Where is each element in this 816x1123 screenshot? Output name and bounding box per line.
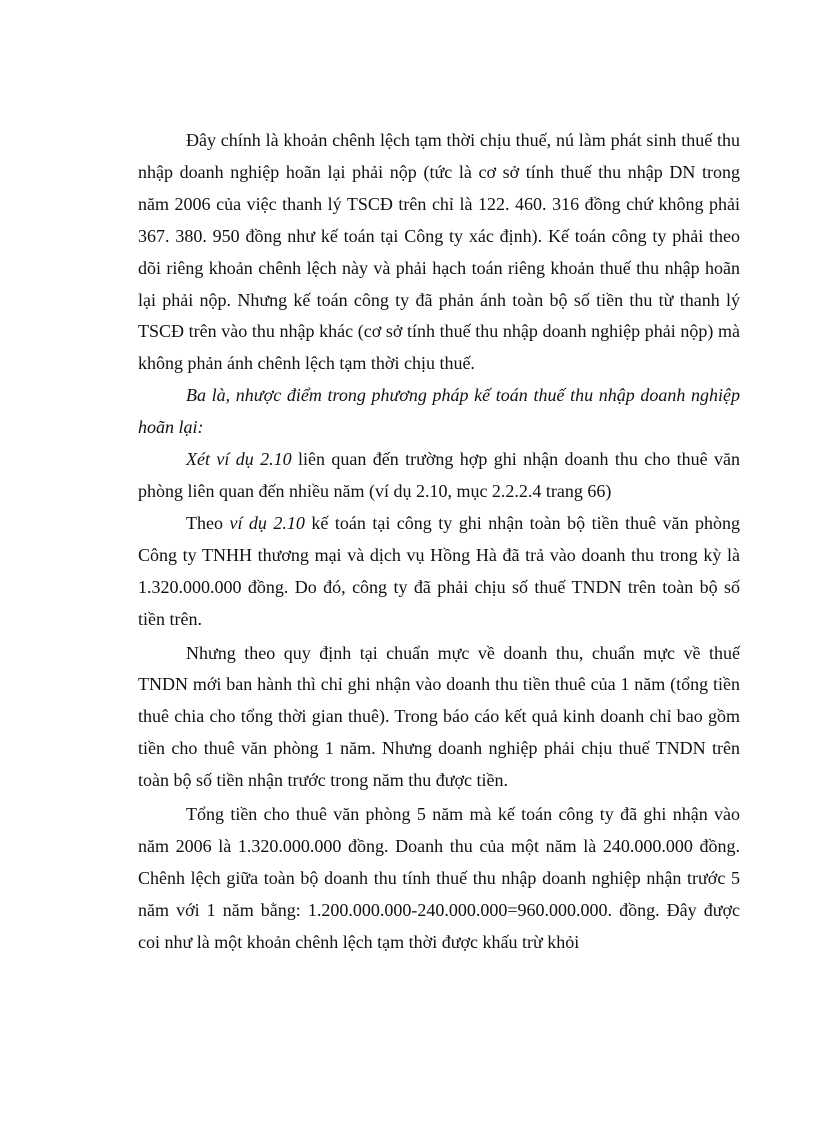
document-page	[138, 125, 740, 959]
paragraph-total-rent: Tổng tiền cho thuê văn phòng 5 năm mà kế toán công ty đã ghi nhận vào năm 2006 là 1.320.000.000 đồng. Doanh thu của một năm là 240.000.000 đồng. Chênh lệch giữa toàn bộ doanh thu tính thuế thu nhập doanh nghiệp nhận trước 5 năm với 1 năm bằng: 1.200.000.000-240.000.000=960.000.000. đồng. Đây được coi như là một khoản chênh lệch tạm thời được khấu trừ khỏi	[138, 804, 740, 952]
paragraph-standards: Nhưng theo quy định tại chuẩn mực về doanh thu, chuẩn mực về thuế TNDN mới ban hành thì chỉ ghi nhận vào doanh thu tiền thuê của 1 năm (tổng tiền thuê chia cho tổng thời gian thuê). Trong báo cáo kết quả kinh doanh chỉ bao gồm tiền cho thuê văn phòng 1 năm. Nhưng doanh nghiệp phải chịu thuế TNDN trên toàn bộ số tiền nhận trước trong năm thu được tiền.	[138, 642, 740, 791]
example-intro: Theo	[186, 512, 230, 533]
paragraph-weakness-heading: Ba là, nhược điểm trong phương pháp kế toán thuế thu nhập doanh nghiệp hoãn lại:	[138, 385, 740, 438]
example-label: Xét ví dụ 2.10	[186, 449, 292, 470]
paragraph-example-revenue	[138, 508, 740, 636]
paragraph-temporary-difference: Đây chính là khoản chênh lệch tạm thời chịu thuế, nú làm phát sinh thuế thu nhập doanh nghiệp hoãn lại phải nộp (tức là cơ sở tính thuế thu nhập DN trong năm 2006 của việc thanh lý TSCĐ trên chỉ là 122. 460. 316 đồng chứ không phải 367. 380. 950 đồng như kế toán tại Công ty xác định). Kế toán công ty phải theo dõi riêng khoản chênh lệch này và phải hạch toán riêng khoản thuế thu nhập hoãn lại phải nộp. Nhưng kế toán công ty đã phản ánh toàn bộ số tiền thu từ thanh lý TSCĐ trên vào thu nhập khác (cơ sở tính thuế thu nhập doanh nghiệp phải nộp) mà không phản ánh chênh lệch tạm thời chịu thuế.	[138, 130, 740, 374]
paragraph-example-reference	[138, 444, 740, 508]
example-revenue-text: kế toán tại công ty ghi nhận toàn bộ tiền thuê văn phòng Công ty TNHH thương mại và dịch vụ Hồng Hà đã trả vào doanh thu trong kỳ là 1.320.000.000 đồng. Do đó, công ty đã phải chịu số thuế TNDN trên toàn bộ số tiền trên.	[138, 512, 741, 629]
example-ref-label: ví dụ 2.10	[229, 512, 305, 533]
example-description: liên quan đến trường hợp ghi nhận doanh thu cho thuê văn phòng liên quan đến nhiều năm (ví dụ 2.10, mục 2.2.2.4 trang 66)	[138, 449, 740, 501]
